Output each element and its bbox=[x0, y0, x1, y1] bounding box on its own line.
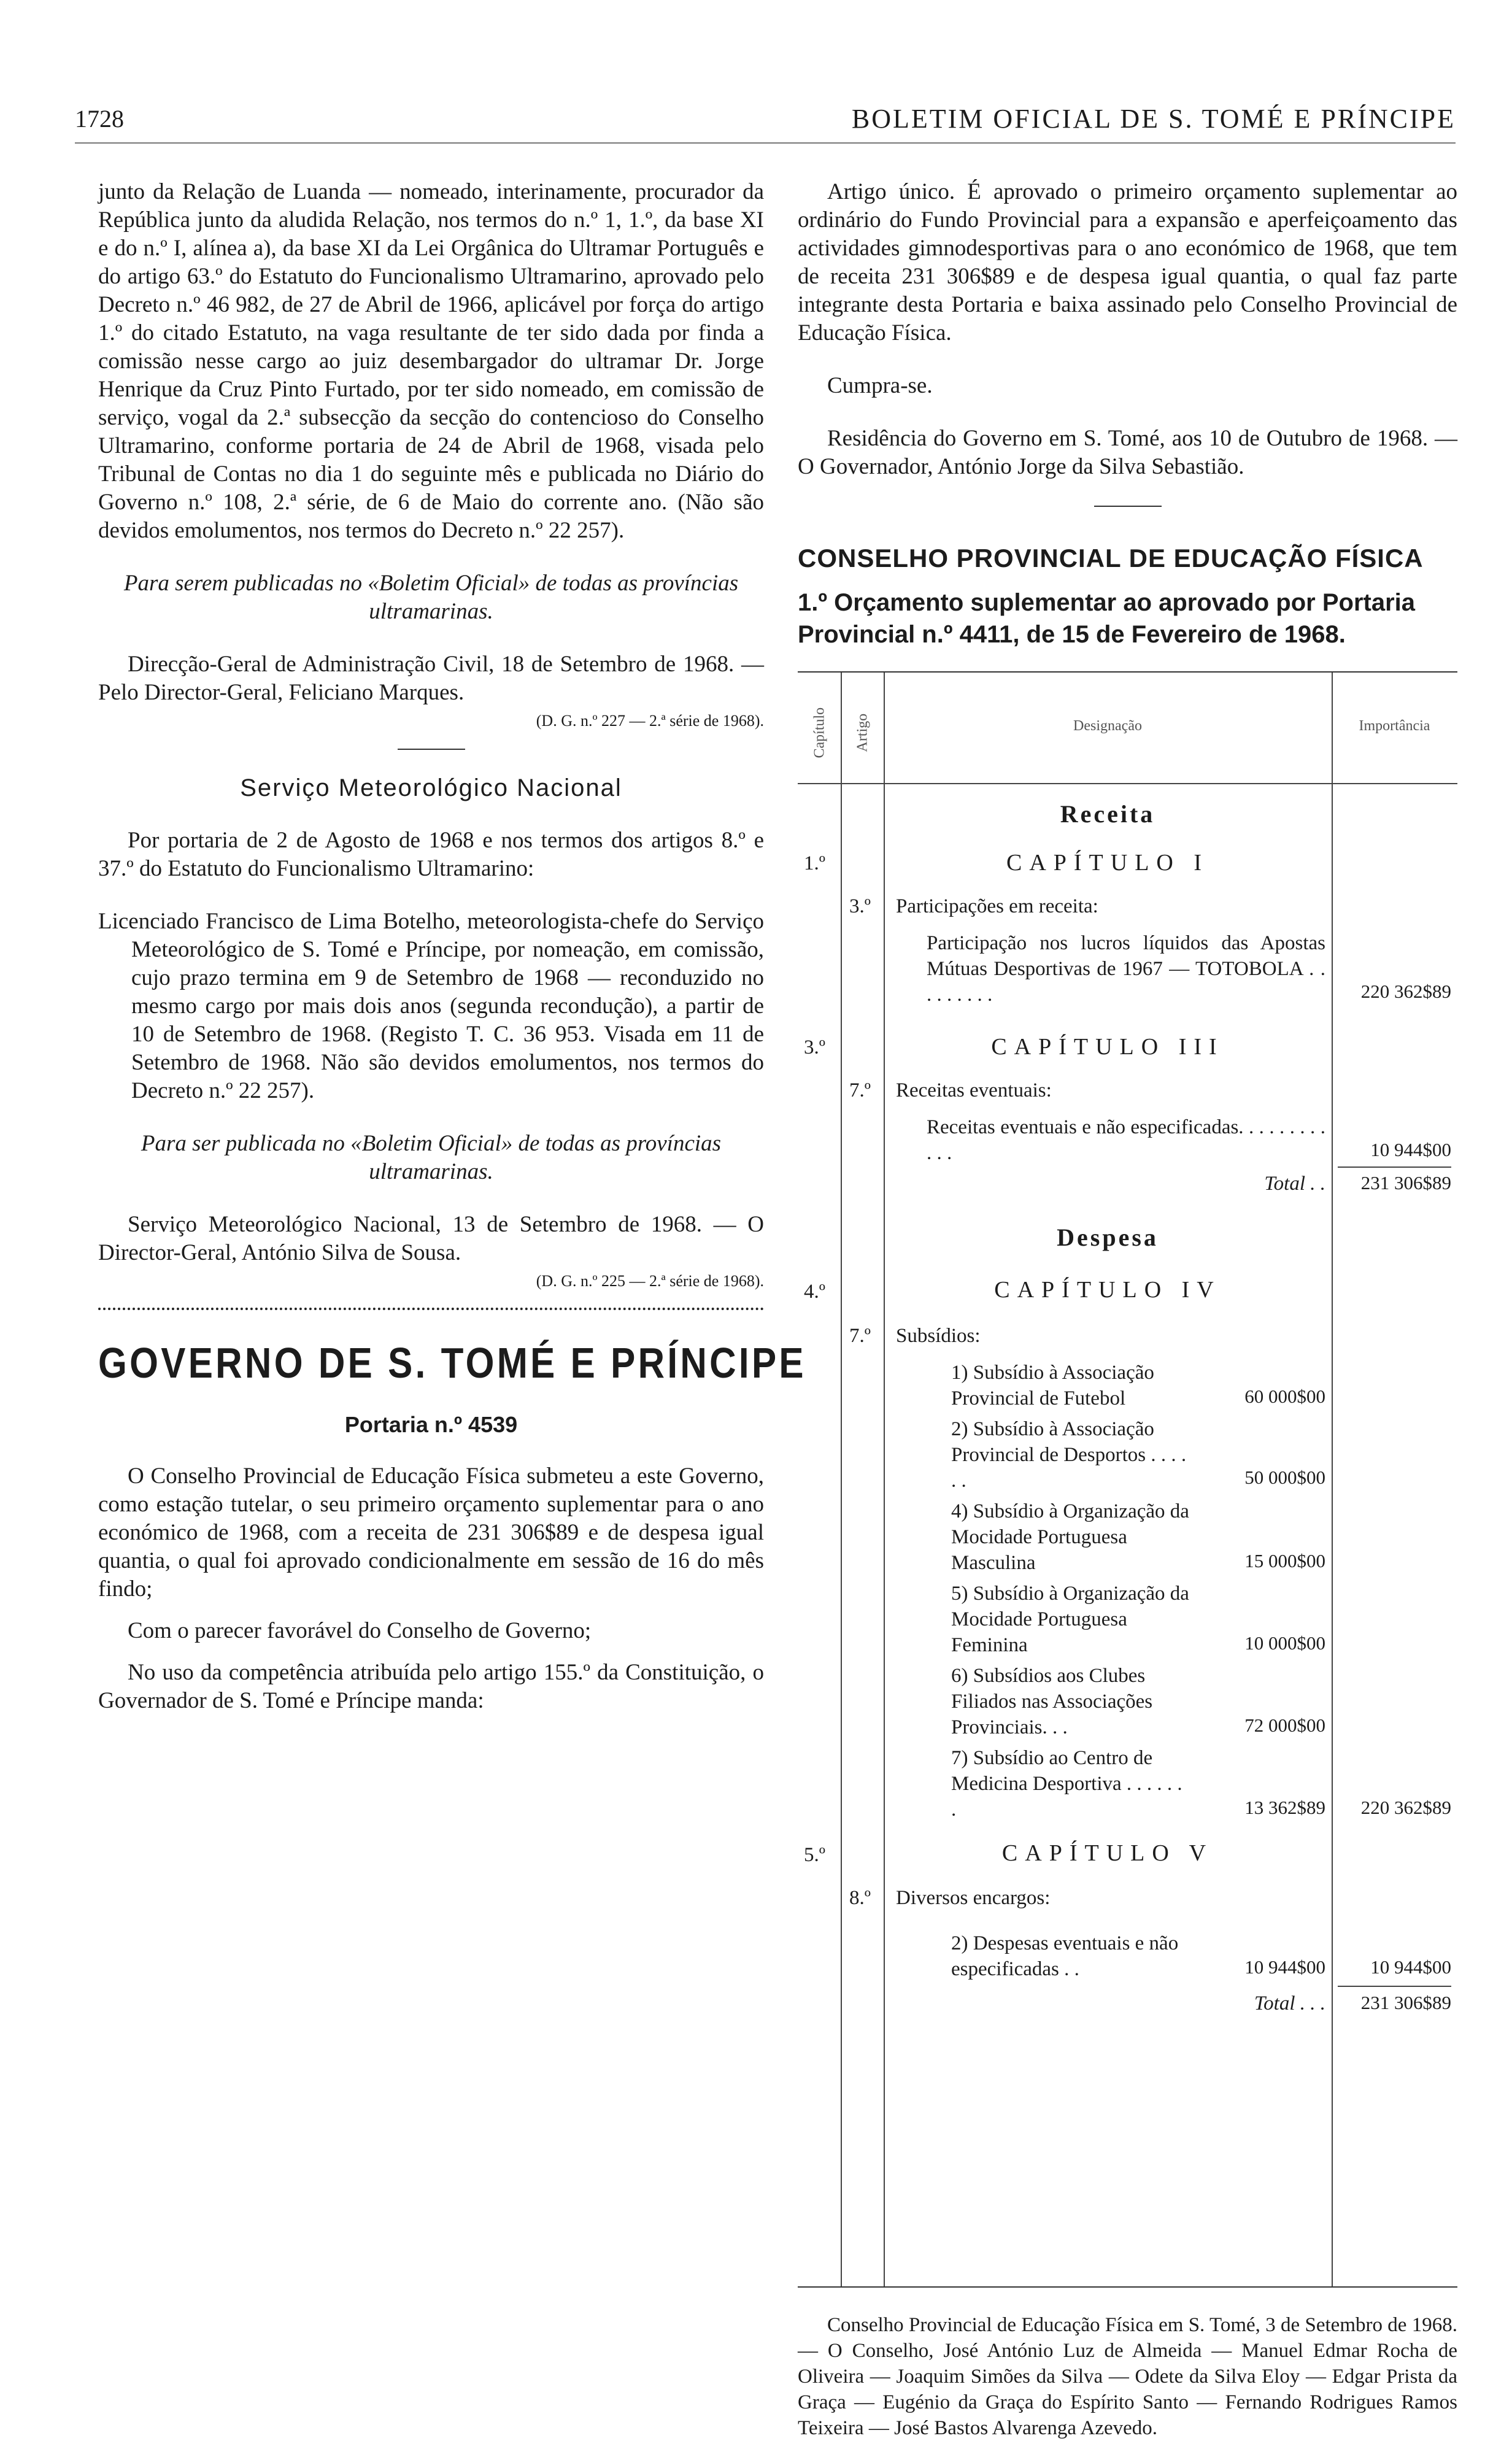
expense-heading: Despesa bbox=[1057, 1224, 1159, 1251]
chapter-heading: CAPÍTULO I bbox=[1006, 850, 1209, 876]
page-header-title: BOLETIM OFICIAL DE S. TOMÉ E PRÍNCIPE bbox=[851, 104, 1456, 134]
article-number: 8.º bbox=[849, 1887, 871, 1909]
chapter-heading: CAPÍTULO V bbox=[1001, 1840, 1214, 1866]
subtotal-rule bbox=[1338, 1986, 1451, 1987]
chapter-heading: CAPÍTULO III bbox=[991, 1034, 1224, 1060]
council-heading: CONSELHO PROVINCIAL DE EDUCAÇÃO FÍSICA bbox=[798, 544, 1424, 573]
article-heading: Diversos encargos: bbox=[896, 1887, 1051, 1909]
line-item-amount: 10 944$00 bbox=[1370, 1956, 1451, 1978]
budget-subtitle: 1.º Orçamento suplementar ao aprovado por Portaria Provincial n.º 4411, de 15 de Fevereiro de 1968. bbox=[798, 589, 1415, 648]
line-item-amount: 220 362$89 bbox=[1360, 981, 1451, 1002]
line-item-description: Participação nos lucros líquidos das Apostas Mútuas Desportivas de 1967 — TOTOBOLA . . . . . . . . . bbox=[927, 932, 1325, 1006]
section-heading: Serviço Meteorológico Nacional bbox=[240, 774, 622, 801]
subsidy-amount: 50 000$00 bbox=[1244, 1467, 1325, 1488]
subsidy-amount: 60 000$00 bbox=[1244, 1386, 1325, 1407]
line-item-amount: 10 944$00 bbox=[1244, 1956, 1325, 1978]
subsidy-item: 5) Subsídio à Organização da Mocidade Portuguesa Feminina bbox=[951, 1583, 1189, 1656]
subsidy-amount: 72 000$00 bbox=[1244, 1714, 1325, 1736]
revenue-heading: Receita bbox=[1060, 800, 1155, 828]
article-number: 3.º bbox=[849, 895, 871, 917]
column-header-capitulo: Capítulo bbox=[811, 707, 828, 758]
cumpra-se: Cumpra-se. bbox=[827, 373, 933, 398]
table-column-rule bbox=[841, 673, 842, 2286]
budget-table bbox=[798, 671, 1457, 2288]
total-label: Total . . . bbox=[1254, 1992, 1325, 2015]
subsidies-subtotal: 220 362$89 bbox=[1360, 1797, 1451, 1818]
article-number: 7.º bbox=[849, 1079, 871, 1101]
chapter-number: 5.º bbox=[804, 1844, 825, 1866]
subsidy-amount: 13 362$89 bbox=[1244, 1797, 1325, 1818]
gazette-reference-2: (D. G. n.º 225 — 2.ª série de 1968). bbox=[536, 1272, 764, 1290]
portaria-intro: Por portaria de 2 de Agosto de 1968 e nos termos dos artigos 8.º e 37.º do Estatuto do Funcionalismo Ultramarino: bbox=[98, 828, 764, 881]
expense-total: 231 306$89 bbox=[1360, 1992, 1451, 2013]
column-header-designacao: Designação bbox=[1073, 718, 1142, 734]
line-item-description: Receitas eventuais e não especificadas. . . . . . . . . . . . bbox=[927, 1116, 1325, 1164]
gazette-reference: (D. G. n.º 227 — 2.ª série de 1968). bbox=[536, 712, 764, 730]
portaria-preamble: O Conselho Provincial de Educação Física submeteu a este Governo, como estação tutelar, o seu primeiro orçamento suplementar para o ano económico de 1968, com a receita de 231 306$89 e de despesa igual quantia, o qual foi aprovado condicionalmente em sessão de 16 do mês findo; bbox=[98, 1463, 764, 1602]
chapter-number: 4.º bbox=[804, 1281, 825, 1303]
government-heading: GOVERNO DE S. TOMÉ E PRÍNCIPE bbox=[98, 1339, 806, 1387]
table-header-rule bbox=[798, 783, 1457, 784]
subsidy-amount: 10 000$00 bbox=[1244, 1632, 1325, 1654]
header-rule bbox=[75, 142, 1456, 144]
appointment-paragraph: Licenciado Francisco de Lima Botelho, meteorologista-chefe do Serviço Meteorológico de S. Tomé e Príncipe, por nomeação, em comissão, cujo prazo termina em 9 de Setembro de 1968 — reconduzido no mesmo cargo por mais dois anos (segunda recondução), a partir de 10 de Setembro de 1968. (Registo T. C. 36 953. Visada em 11 de Setembro de 1968. Não são devidos emolumentos, nos termos do Decreto n.º 22 257). bbox=[98, 909, 764, 1103]
subsidy-item: 4) Subsídio à Organização da Mocidade Portuguesa Masculina bbox=[951, 1500, 1189, 1574]
publication-note-2: Para ser publicada no «Boletim Oficial» de todas as províncias ultramarinas. bbox=[141, 1131, 722, 1184]
subsidy-item: 2) Subsídio à Associação Provincial de Desportos . . . . . . bbox=[951, 1418, 1187, 1492]
table-column-rule bbox=[1332, 673, 1333, 2286]
subsidy-item: 7) Subsídio ao Centro de Medicina Desportiva . . . . . . . bbox=[951, 1747, 1182, 1821]
line-item-amount: 10 944$00 bbox=[1370, 1139, 1451, 1160]
column-header-importancia: Importância bbox=[1359, 718, 1430, 734]
signature-paragraph: Direcção-Geral de Administração Civil, 18 de Setembro de 1968. — Pelo Director-Geral, Feliciano Marques. bbox=[98, 652, 764, 705]
single-article: Artigo único. É aprovado o primeiro orçamento suplementar ao ordinário do Fundo Provincial para a expansão e aperfeiçoamento das actividades gimnodesportivas para o ano económico de 1968, que tem de receita 231 306$89 e de despesa igual quantia, o qual faz parte integrante desta Portaria e baixa assinado pelo Conselho Provincial de Educação Física. bbox=[798, 179, 1457, 345]
table-column-rule bbox=[884, 673, 885, 2286]
nomination-paragraph: junto da Relação de Luanda — nomeado, interinamente, procurador da República junto da aludida Relação, nos termos do n.º 1, 1.º, da base XI e do n.º I, alínea a), da base XI da Lei Orgânica do Ultramar Português e do artigo 63.º do Estatuto do Funcionalismo Ultramarino, aprovado pelo Decreto n.º 46 982, de 27 de Abril de 1966, aplicável por força do artigo 1.º do citado Estatuto, na vaga resultante de ter sido dada por finda a comissão nesse cargo ao juiz desembargador do ultramar Dr. Jorge Henrique da Cruz Pinto Furtado, por ter sido nomeado, em comissão de serviço, vogal da 2.ª subsecção da secção do contencioso do Conselho Ultramarino, conforme portaria de 24 de Abril de 1968, visada pelo Tribunal de Contas no dia 1 do seguinte mês e publicada no Diário do Governo n.º 108, 2.ª série, de 6 de Maio do corrente ano. (Não são devidos emolumentos, nos termos do Decreto n.º 22 257). bbox=[98, 179, 764, 543]
governor-signature: Residência do Governo em S. Tomé, aos 10 de Outubro de 1968. — O Governador, António Jorge da Silva Sebastião. bbox=[798, 426, 1457, 479]
signature-paragraph-2: Serviço Meteorológico Nacional, 13 de Setembro de 1968. — O Director-Geral, António Silva de Sousa. bbox=[98, 1212, 764, 1265]
chapter-number: 3.º bbox=[804, 1036, 825, 1059]
subsidy-item: 1) Subsídio à Associação Provincial de Futebol bbox=[951, 1362, 1154, 1409]
portaria-title: Portaria n.º 4539 bbox=[344, 1412, 518, 1437]
article-heading: Receitas eventuais: bbox=[896, 1079, 1052, 1101]
subtotal-rule bbox=[1338, 1167, 1451, 1168]
chapter-number: 1.º bbox=[804, 852, 825, 874]
article-heading: Subsídios: bbox=[896, 1325, 981, 1347]
revenue-total: 231 306$89 bbox=[1360, 1172, 1451, 1194]
left-column bbox=[98, 178, 806, 1715]
portaria-opinion: Com o parecer favorável do Conselho de Governo; bbox=[128, 1618, 592, 1643]
subsidy-amount: 15 000$00 bbox=[1244, 1550, 1325, 1571]
publication-note: Para serem publicadas no «Boletim Oficial» de todas as províncias ultramarinas. bbox=[123, 571, 739, 624]
chapter-heading: CAPÍTULO IV bbox=[994, 1277, 1221, 1303]
article-number: 7.º bbox=[849, 1325, 871, 1347]
total-label: Total . . bbox=[1264, 1173, 1325, 1195]
right-column bbox=[798, 178, 1457, 2441]
portaria-mandate: No uso da competência atribuída pelo artigo 155.º da Constituição, o Governador de S. Tomé e Príncipe manda: bbox=[98, 1660, 764, 1713]
subsidy-item: 6) Subsídios aos Clubes Filiados nas Associações Provinciais. . . bbox=[951, 1665, 1153, 1738]
council-signatures: Conselho Provincial de Educação Física em S. Tomé, 3 de Setembro de 1968. — O Conselho, José António Luz de Almeida — Manuel Edmar Rocha de Oliveira — Joaquim Simões da Silva — Odete da Silva Eloy — Edgar Prista da Graça — Eugénio da Graça do Espírito Santo — Fernando Rodrigues Ramos Teixeira — José Bastos Alvarenga Azevedo. bbox=[798, 2314, 1457, 2439]
page-number: 1728 bbox=[75, 105, 124, 133]
ornament-divider bbox=[98, 1308, 764, 1313]
column-header-artigo: Artigo bbox=[854, 713, 871, 752]
line-item-description: 2) Despesas eventuais e não especificadas . . bbox=[951, 1932, 1179, 1980]
article-heading: Participações em receita: bbox=[896, 895, 1098, 917]
